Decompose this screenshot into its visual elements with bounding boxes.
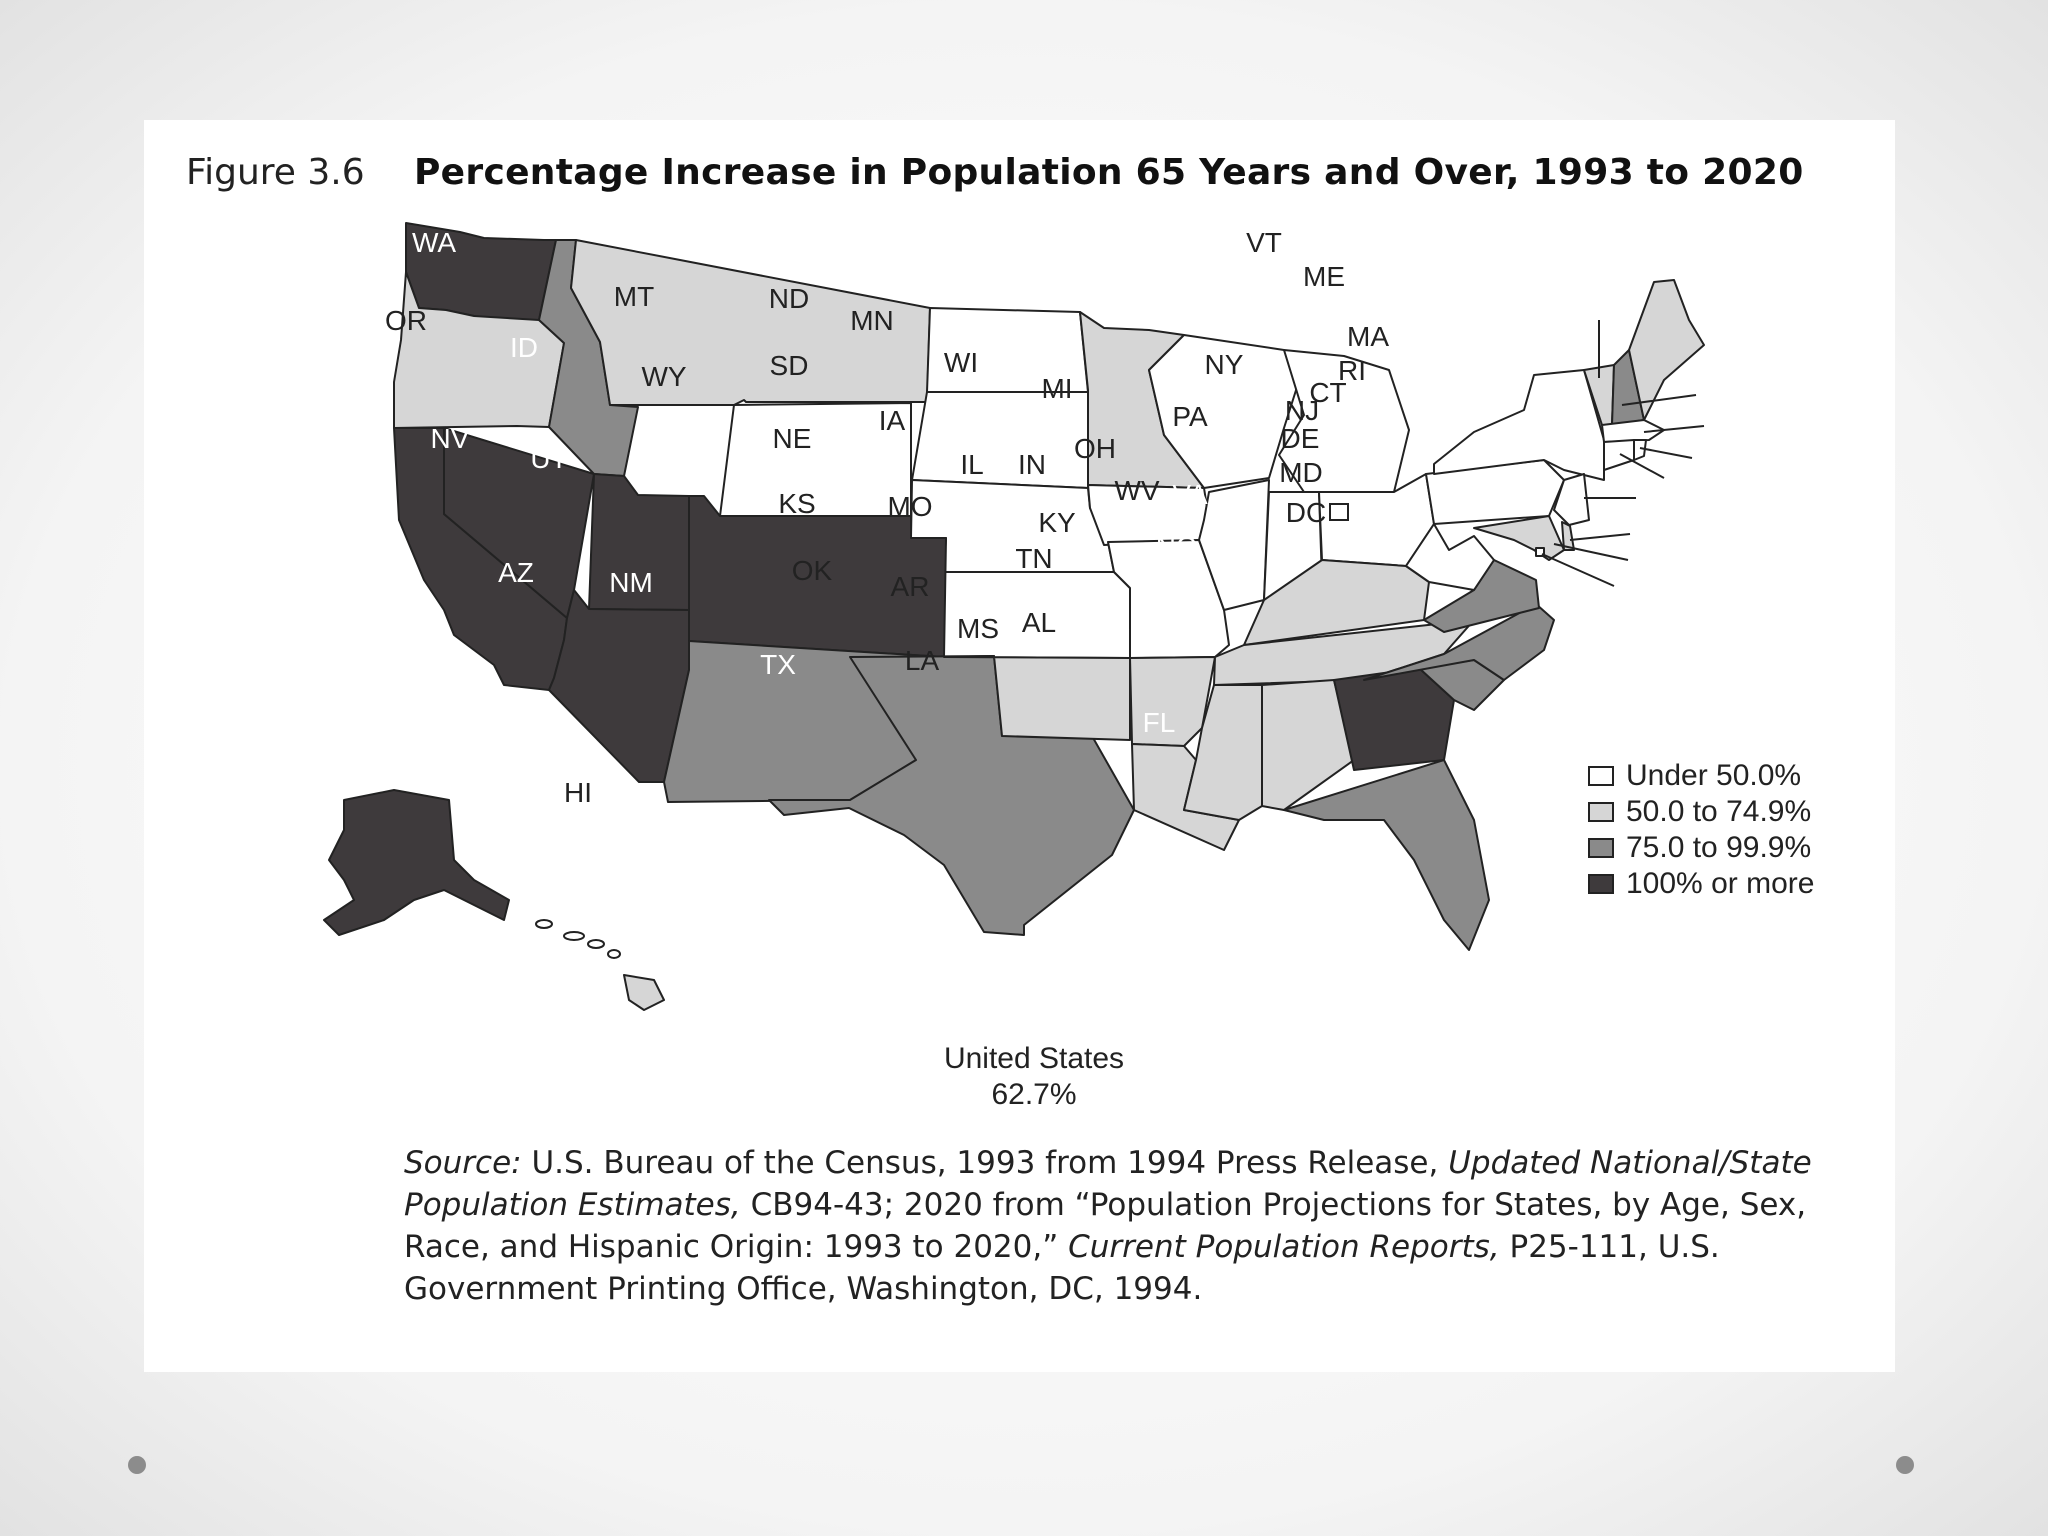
dc-marker — [1330, 504, 1348, 520]
state-label-ia: IA — [878, 405, 906, 436]
map-title: Percentage Increase in Population 65 Years and Over, 1993 to 2020 — [414, 152, 1804, 193]
state-label-ut: UT — [530, 443, 568, 474]
state-label-ct: CT — [1309, 377, 1347, 408]
legend-swatch — [1588, 874, 1614, 894]
state-label-nj: NJ — [1284, 395, 1320, 426]
us-total-value: 62.7% — [991, 1078, 1077, 1111]
state-AK — [324, 790, 509, 935]
slide-bullet-right — [1896, 1456, 1914, 1474]
source-note — [404, 1142, 1844, 1310]
legend-swatch — [1588, 802, 1614, 822]
us-total-label: United States — [943, 1042, 1125, 1075]
state-SD — [912, 392, 1088, 488]
ri-leader — [1640, 448, 1692, 458]
legend-item-100-plus — [1588, 866, 1814, 902]
state-label-wy: WY — [641, 361, 687, 392]
state-label-nh: NH — [1341, 295, 1383, 326]
state-label-nv: NV — [430, 423, 470, 454]
hawaii-islands — [536, 920, 620, 958]
md-leader — [1554, 544, 1628, 560]
state-AZ — [549, 590, 689, 782]
hawaii-islet-1 — [536, 920, 552, 928]
state-label-dc: DC — [1285, 497, 1327, 528]
state-label-sd: SD — [769, 350, 809, 381]
state-label-in: IN — [1018, 449, 1046, 480]
state-label-de: DE — [1280, 423, 1320, 454]
state-label-az: AZ — [498, 557, 534, 588]
state-label-ca: CA — [356, 467, 396, 498]
state-label-la: LA — [904, 645, 940, 676]
source-prefix: Source: — [404, 1145, 522, 1181]
state-CT — [1604, 440, 1634, 470]
state-label-wv: WV — [1114, 475, 1160, 506]
source-publication-1: Updated National/State Population Estimates, — [404, 1145, 1812, 1223]
state-label-ar: AR — [890, 571, 930, 602]
state-label-wa: WA — [411, 227, 457, 258]
state-HI — [624, 975, 664, 1010]
legend-swatch — [1588, 766, 1614, 786]
state-label-va: VA — [1172, 479, 1208, 510]
state-label-or: OR — [385, 305, 427, 336]
legend-item-75-99 — [1588, 830, 1814, 866]
source-part-2: CB94-43; 2020 from “Population Projections for States, by Age, Sex, Race, and Hispanic Origin: 1993 to 2020,” — [404, 1187, 1807, 1265]
state-label-mo: MO — [887, 491, 933, 522]
legend-label: Under 50.0% — [1626, 759, 1802, 792]
state-label-co: CO — [639, 465, 681, 496]
legend-item-under-50 — [1588, 758, 1814, 794]
state-label-oh: OH — [1074, 433, 1116, 464]
figure-panel — [144, 120, 1895, 1372]
state-label-ga: GA — [1088, 605, 1130, 636]
state-label-nm: NM — [609, 567, 653, 598]
state-label-ma: MA — [1347, 321, 1389, 352]
state-label-mi: MI — [1041, 373, 1073, 404]
legend-label: 100% or more — [1626, 867, 1815, 900]
source-part-1: U.S. Bureau of the Census, 1993 from 1994 Press Release, — [521, 1145, 1449, 1181]
state-label-ok: OK — [791, 555, 833, 586]
state-label-wi: WI — [943, 347, 979, 378]
state-label-nd: ND — [768, 283, 810, 314]
state-label-ny: NY — [1204, 349, 1244, 380]
dc-leader — [1542, 554, 1614, 586]
source-part-3: P25-111, U.S. Government Printing Office, Washington, DC, 1994. — [404, 1229, 1720, 1307]
state-label-nc: NC — [1155, 531, 1197, 562]
legend — [1588, 758, 1814, 902]
hawaii-islet-3 — [588, 940, 604, 948]
legend-item-50-74 — [1588, 794, 1814, 830]
state-label-al: AL — [1021, 607, 1057, 638]
state-label-sc: SC — [1139, 571, 1179, 602]
state-NY — [1434, 370, 1604, 480]
state-label-tx: TX — [760, 649, 796, 680]
de-leader — [1570, 534, 1630, 540]
state-label-ri: RI — [1338, 355, 1366, 386]
legend-label: 50.0 to 74.9% — [1626, 795, 1812, 828]
hawaii-islet-4 — [608, 950, 620, 958]
state-label-vt: VT — [1246, 227, 1282, 258]
state-RI — [1634, 440, 1646, 460]
state-label-il: IL — [960, 449, 984, 480]
legend-label: 75.0 to 99.9% — [1626, 831, 1812, 864]
state-label-ne: NE — [772, 423, 812, 454]
source-publication-2: Current Population Reports, — [1068, 1229, 1500, 1265]
state-label-ak: AK — [345, 677, 383, 708]
state-label-mt: MT — [613, 281, 655, 312]
hawaii-islet-2 — [564, 932, 584, 940]
figure-label: Figure 3.6 — [186, 152, 365, 193]
state-label-ky: KY — [1038, 507, 1076, 538]
state-label-ms: MS — [957, 613, 999, 644]
state-label-ks: KS — [778, 488, 816, 519]
state-label-id: ID — [510, 332, 538, 363]
state-label-me: ME — [1303, 261, 1345, 292]
state-label-pa: PA — [1172, 401, 1208, 432]
state-label-tn: TN — [1015, 543, 1053, 574]
legend-swatch — [1588, 838, 1614, 858]
state-label-hi: HI — [564, 777, 592, 808]
state-label-md: MD — [1279, 457, 1323, 488]
slide-bullet-left — [128, 1456, 146, 1474]
state-label-fl: FL — [1142, 707, 1176, 738]
state-label-mn: MN — [850, 305, 894, 336]
